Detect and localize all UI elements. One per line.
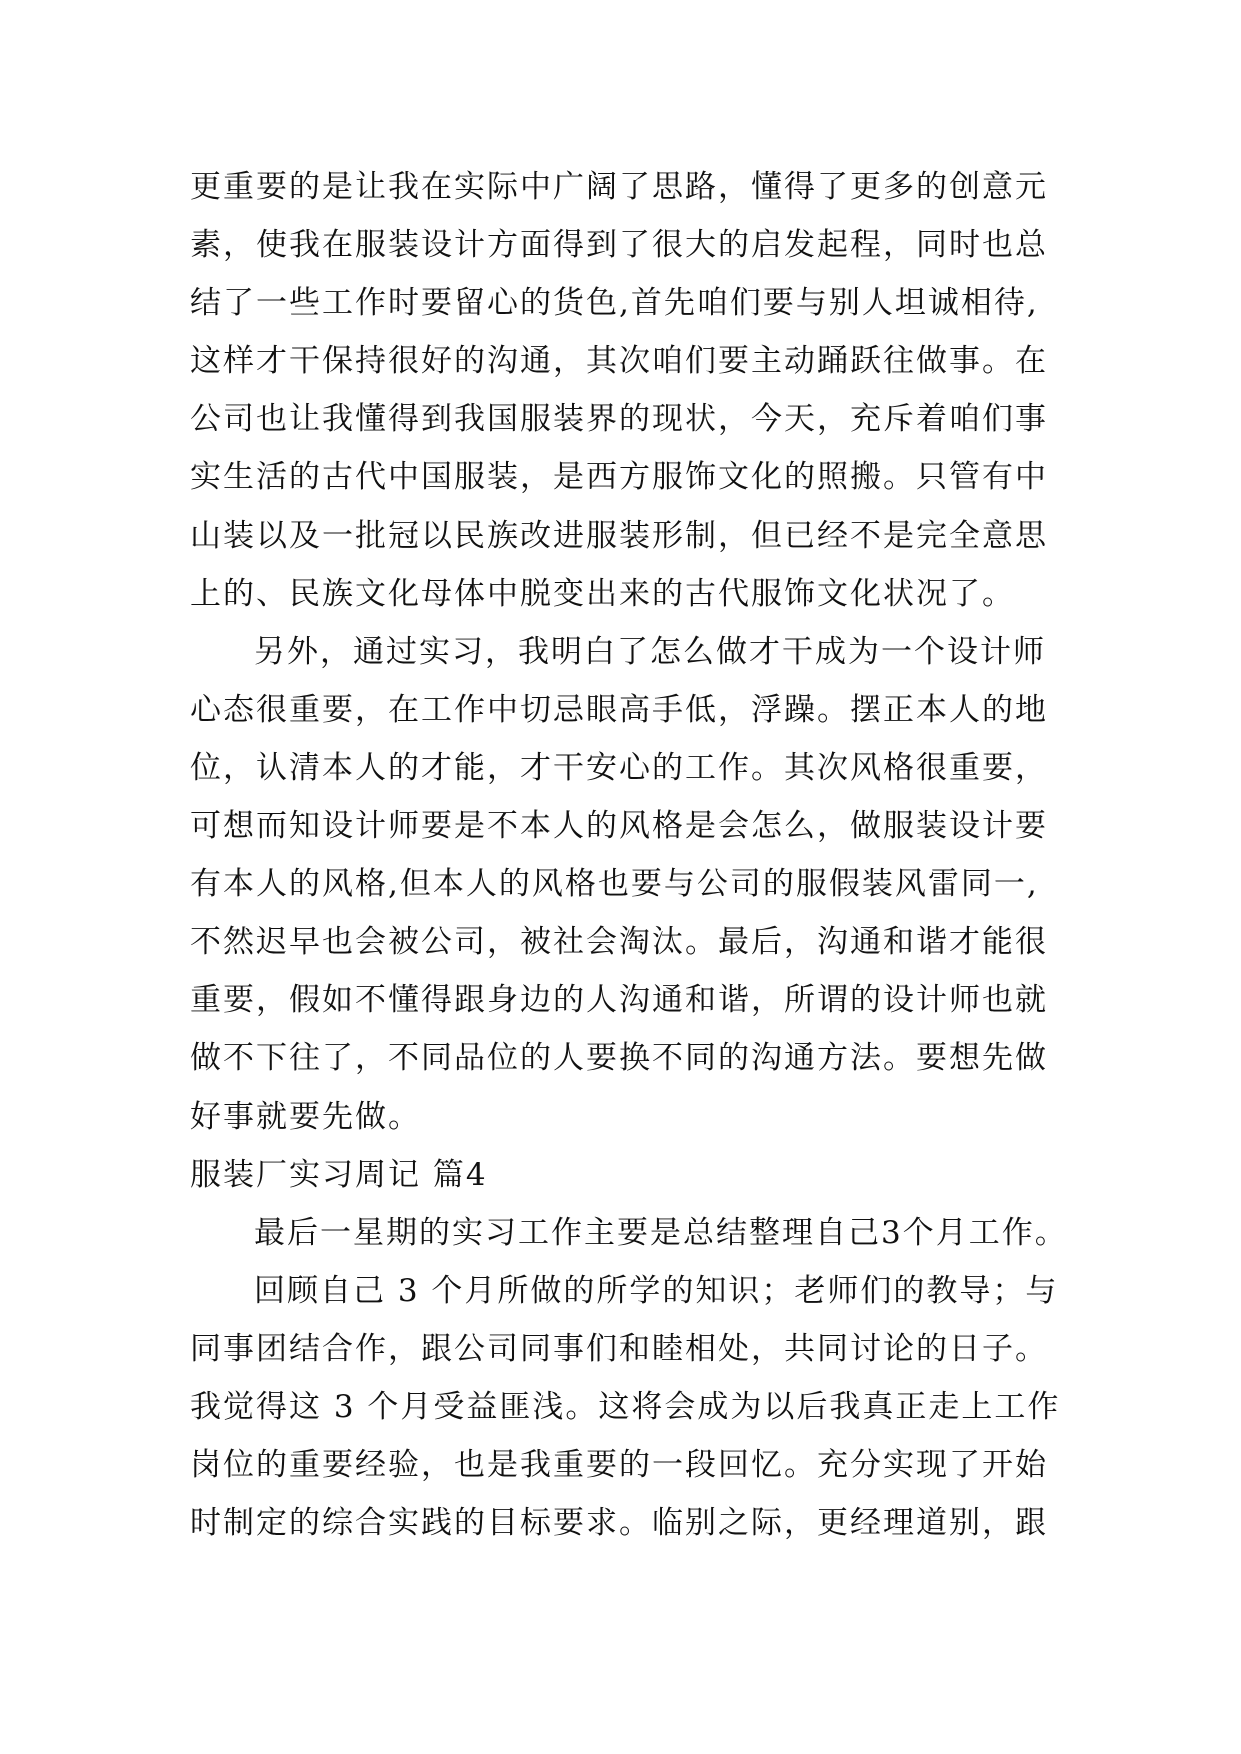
section-heading: 服装厂实习周记 篇4 <box>190 1156 488 1193</box>
text-line: 做不下往了，不同品位的人要换不同的沟通方法。要想先做 <box>190 1040 1048 1077</box>
text-line: 上的、民族文化母体中脱变出来的古代服饰文化状况了。 <box>190 575 1015 612</box>
text-line: 更重要的是让我在实际中广阔了思路，懂得了更多的创意元 <box>190 169 1048 205</box>
document-body <box>190 158 1090 1552</box>
text-line: 公司也让我懂得到我国服装界的现状，今天，充斥着咱们事 <box>190 401 1048 438</box>
text-line: 我觉得这 3 个月受益匪浅。这将会成为以后我真正走上工作 <box>190 1388 1061 1425</box>
text-line: 不然迟早也会被公司，被社会淘汰。最后，沟通和谐才能很 <box>190 924 1048 961</box>
text-line: 素，使我在服装设计方面得到了很大的启发起程，同时也总 <box>190 227 1048 264</box>
text-line: 另外，通过实习，我明白了怎么做才干成为一个设计师 <box>254 633 1046 670</box>
text-line: 实生活的古代中国服装，是西方服饰文化的照搬。只管有中 <box>190 459 1048 496</box>
text-line: 岗位的重要经验，也是我重要的一段回忆。充分实现了开始 <box>190 1447 1048 1484</box>
text-line: 这样才干保持很好的沟通，其次咱们要主动踊跃往做事。在 <box>190 343 1048 380</box>
text-line: 回顾自己 3 个月所做的所学的知识；老师们的教导；与 <box>254 1272 1059 1309</box>
text-line: 好事就要先做。 <box>190 1098 421 1135</box>
text-line: 心态很重要，在工作中切忌眼高手低，浮躁。摆正本人的地 <box>190 691 1048 728</box>
text-line: 时制定的综合实践的目标要求。临别之际，更经理道别，跟 <box>190 1505 1048 1542</box>
text-line: 有本人的风格,但本人的风格也要与公司的服假装风雷同一, <box>190 866 1039 903</box>
text-line: 同事团结合作，跟公司同事们和睦相处，共同讨论的日子。 <box>190 1330 1048 1367</box>
text-line: 位，认清本人的才能，才干安心的工作。其次风格很重要， <box>190 749 1048 786</box>
text-line: 结了一些工作时要留心的货色,首先咱们要与别人坦诚相待, <box>190 285 1039 322</box>
text-line: 重要，假如不懂得跟身边的人沟通和谐，所谓的设计师也就 <box>190 982 1048 1019</box>
text-line: 可想而知设计师要是不本人的风格是会怎么，做服装设计要 <box>190 808 1048 845</box>
text-line: 最后一星期的实习工作主要是总结整理自己3个月工作。 <box>254 1214 1068 1251</box>
text-line: 山装以及一批冠以民族改进服装形制，但已经不是完全意思 <box>190 517 1048 554</box>
